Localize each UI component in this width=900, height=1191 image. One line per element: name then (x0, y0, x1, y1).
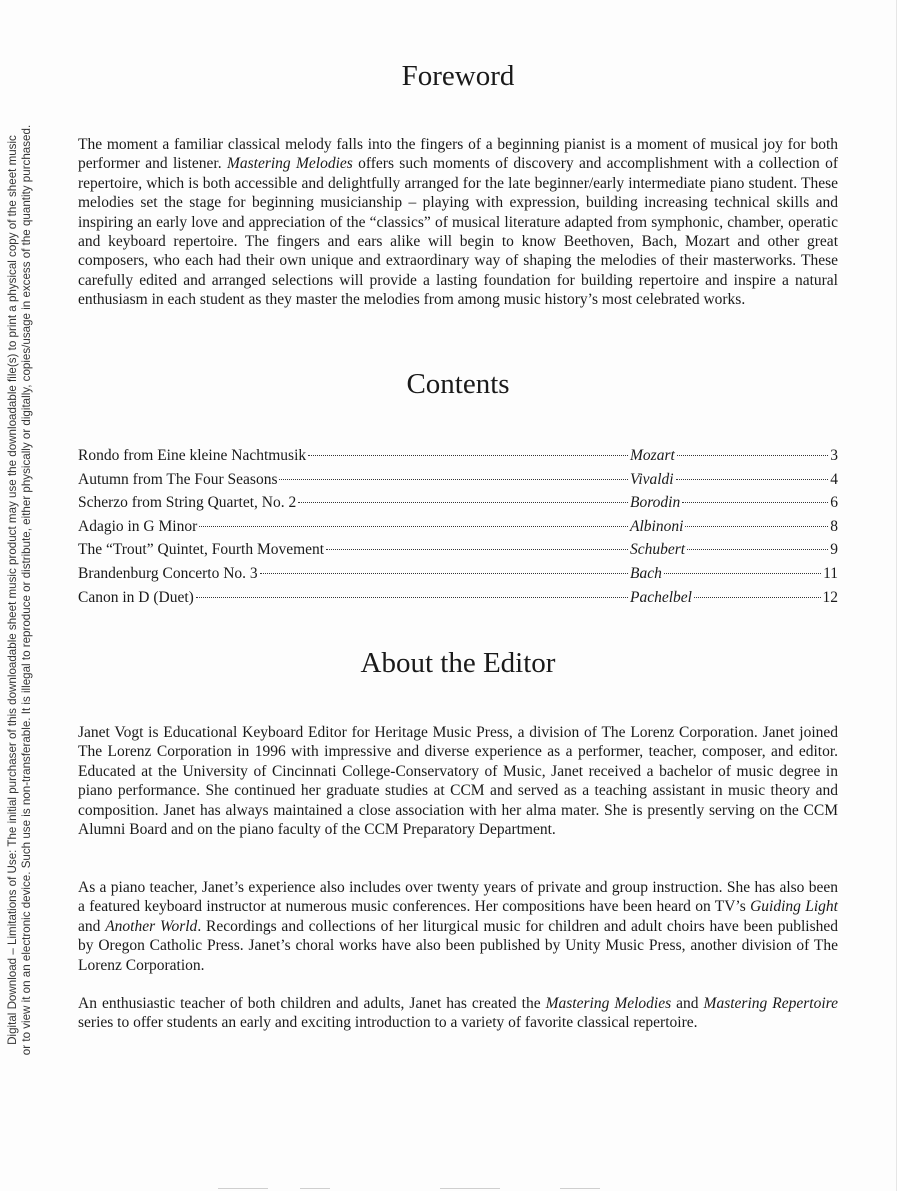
toc-composer: Bach (630, 564, 662, 582)
toc-composer-wrap (630, 470, 838, 489)
show-title-italic: Another World (105, 917, 198, 935)
toc-title: Autumn from The Four Seasons (78, 470, 278, 488)
about-p2-text-2: and (78, 917, 106, 935)
about-p3-text-3: series to offer students an early and exciting introduction to a variety of favorite classical repertoire. (78, 1014, 698, 1032)
toc-composer: Mozart (630, 447, 675, 464)
toc-leader (260, 573, 628, 574)
about-editor-heading: About the Editor (360, 647, 556, 679)
about-p2-text-1: As a piano teacher, Janet’s experience also includes over twenty years of private and group instruction. She has also been a featured keyboard instructor at numerous music conferences. Her compositions have been heard on TV’s (78, 879, 838, 916)
toc-entry[interactable] (78, 564, 838, 588)
side-license-notice (0, 0, 40, 1191)
toc-leader (682, 502, 828, 503)
about-paragraph-3 (78, 994, 838, 1033)
toc-leader (687, 549, 828, 550)
toc-entry[interactable] (78, 517, 838, 541)
toc-leader (685, 526, 828, 527)
toc-page: 12 (822, 588, 838, 606)
toc-page: 3 (830, 447, 838, 464)
toc-composer: Pachelbel (630, 588, 692, 606)
toc-composer-wrap (630, 493, 838, 512)
foreword-heading: Foreword (401, 60, 515, 92)
foreword-text-1: The moment a familiar classical melody falls into the fingers of a beginning pianist is a moment of musical joy for both performer and listener. (78, 136, 838, 173)
toc-composer: Borodin (630, 494, 681, 512)
toc-title: Scherzo from String Quartet, No. 2 (78, 494, 297, 512)
contents-heading: Contents (406, 368, 510, 400)
toc-title: The “Trout” Quintet, Fourth Movement (78, 541, 325, 559)
toc-entry[interactable] (78, 588, 838, 612)
toc-composer: Schubert (630, 541, 686, 559)
series-title-italic: Mastering Melodies (545, 995, 672, 1012)
toc-title: Brandenburg Concerto No. 3 (78, 564, 258, 582)
about-p2-text-3: . Recordings and collections of her liturgical music for children and adult choirs have been published by Oregon Catholic Press. Janet’s choral works have also been published by Unity Music Press, another division of The Lorenz Corporation. (78, 917, 838, 974)
about-p3-text-1: An enthusiastic teacher of both children and adults, Janet has created the (78, 995, 546, 1012)
toc-page: 9 (830, 541, 838, 559)
foreword-paragraph (78, 135, 838, 310)
license-line-2: or to view it on an electronic device. Such use is non-transferable. It is illegal to reproduce or distribute, either physically or digitally, copies/usage in excess of the quantity purchased. (20, 124, 33, 1056)
toc-leader (199, 526, 628, 527)
foreword-text-2: offers such moments of discovery and accomplishment with a collection of repertoire, which is both accessible and delightfully arranged for the late beginner/early intermediate piano student. These melodies set the stage for beginning musicianship – playing with expression, building increasing technical skills and inspiring an early love and appreciation of the “classics” of musical literature adapted from symphonic, chamber, operatic and keyboard repertoire. The fingers and ears alike will begin to know Beethoven, Bach, Mozart and other great composers, who each had their own unique and extraordinary way of shaping the melodies of their masterworks. These carefully edited and arranged selections will provide a lasting foundation for building repertoire and inspire a natural enthusiasm in each student as they master the melodies from among music history’s most celebrated works. (78, 155, 838, 309)
toc-leader (326, 549, 628, 550)
about-p3-text-2: and (671, 995, 704, 1012)
scan-artifact-line (440, 1188, 500, 1189)
toc-leader (308, 455, 628, 456)
toc-leader (664, 573, 821, 574)
toc-page: 4 (830, 470, 838, 488)
toc-composer-wrap (630, 540, 838, 559)
toc-leader (279, 479, 628, 480)
toc-composer: Albinoni (630, 517, 684, 535)
toc-entry[interactable] (78, 470, 838, 494)
scan-artifact-line (218, 1188, 268, 1189)
contents-list (78, 446, 838, 611)
toc-composer-wrap (630, 564, 838, 583)
toc-title: Adagio in G Minor (78, 517, 198, 535)
toc-page: 6 (830, 494, 838, 512)
series-title-italic: Mastering Repertoire (703, 995, 838, 1012)
toc-composer-wrap (630, 588, 838, 607)
toc-leader (298, 502, 628, 503)
toc-title: Rondo from Eine kleine Nachtmusik (78, 447, 307, 464)
toc-leader (677, 455, 828, 456)
toc-composer-wrap (630, 517, 838, 536)
toc-composer-wrap (630, 446, 838, 465)
toc-title: Canon in D (Duet) (78, 588, 194, 606)
scan-artifact-line (300, 1188, 330, 1189)
toc-leader (196, 597, 628, 598)
toc-page: 8 (830, 517, 838, 535)
toc-entry[interactable] (78, 540, 838, 564)
about-paragraph-2 (78, 878, 838, 975)
toc-entry[interactable] (78, 493, 838, 517)
toc-composer: Vivaldi (630, 470, 674, 488)
toc-page: 11 (823, 564, 838, 582)
toc-entry[interactable] (78, 446, 838, 470)
about-paragraph-1: Janet Vogt is Educational Keyboard Editor for Heritage Music Press, a division of The Lorenz Corporation. Janet joined The Lorenz Corporation in 1996 with impressive and diverse experience as a performer, teacher, composer, and editor. Educated at the University of Cincinnati College-Conservatory of Music, Janet received a bachelor of music degree in piano performance. She continued her graduate studies at CCM and served as a teaching assistant in music theory and composition. Janet has always maintained a close association with her alma mater. She is presently serving on the CCM Alumni Board and on the piano faculty of the CCM Preparatory Department. (78, 724, 838, 839)
toc-leader (676, 479, 829, 480)
license-line-1: Digital Download – Limitations of Use: The initial purchaser of this downloadable sheet music product may use the downloadable file(s) to print a physical copy of the sheet music (6, 135, 19, 1045)
show-title-italic: Guiding Light (750, 898, 838, 916)
scan-artifact-line (560, 1188, 600, 1189)
toc-leader (694, 597, 821, 598)
foreword-title-italic: Mastering Melodies (226, 155, 353, 173)
